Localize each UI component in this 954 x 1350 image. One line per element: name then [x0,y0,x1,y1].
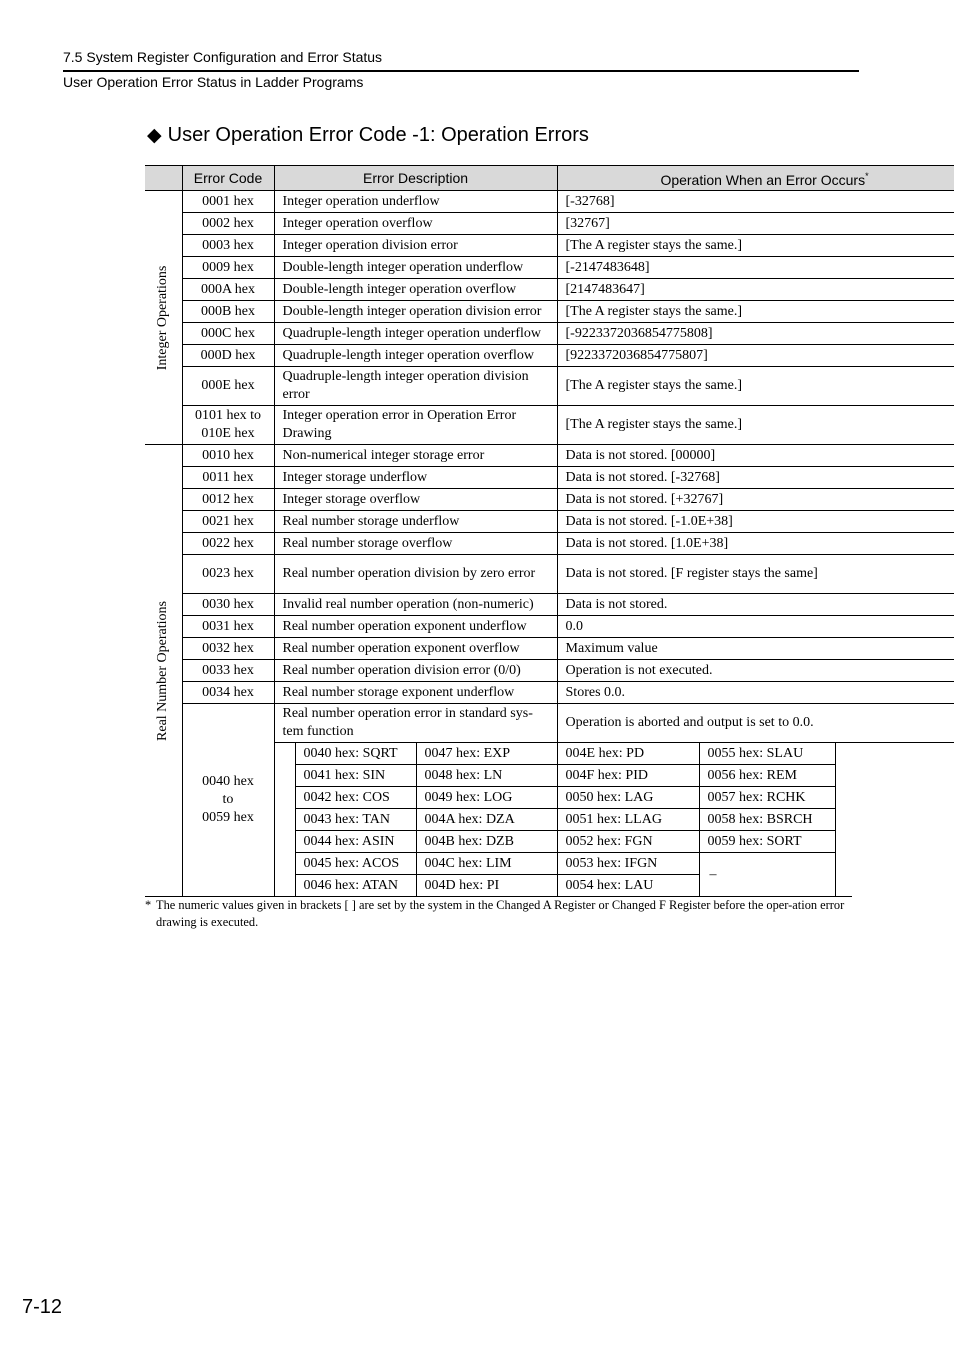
header-rule [63,70,859,72]
table-row [145,638,954,660]
operation-cell: Data is not stored. [+32767] [557,489,954,511]
error-description-cell: Integer storage underflow [274,467,557,489]
error-code-cell: 000A hex [182,279,274,301]
page-number: 7-12 [22,1296,63,1318]
error-code-table [145,165,954,897]
function-grid-cell: 004F hex: PID [557,765,699,787]
error-description-cell: Integer operation underflow [274,191,557,213]
error-code-line: 0040 hex [202,774,254,789]
operation-cell: Maximum value [557,638,954,660]
table-row [145,660,954,682]
error-code-cell: 0030 hex [182,594,274,616]
error-code-cell: 0034 hex [182,682,274,704]
function-grid-cell: 004D hex: PI [416,875,557,897]
error-code-cell: 0021 hex [182,511,274,533]
table-row [145,345,954,367]
operation-cell: [-32768] [557,191,954,213]
error-code-cell: 0009 hex [182,257,274,279]
error-code-cell: 0012 hex [182,489,274,511]
function-grid-cell: 004E hex: PD [557,743,699,765]
error-code-cell [182,704,274,897]
operation-cell: [2147483647] [557,279,954,301]
error-code-cell [182,406,274,445]
error-description-cell: Real number operation exponent overflow [274,638,557,660]
table-row [145,279,954,301]
table-header-corner [145,166,182,191]
function-grid-cell: 0053 hex: IFGN [557,853,699,875]
group-label-real-text: Real Number Operations [155,600,171,741]
function-grid-cell: 0046 hex: ATAN [295,875,416,897]
operation-cell: [9223372036854775807] [557,345,954,367]
table-row [145,367,954,406]
table-row [145,213,954,235]
function-grid-cell: 0052 hex: FGN [557,831,699,853]
footnote [145,897,860,931]
error-code-line: 0059 hex [202,810,254,825]
error-code-cell: 0011 hex [182,467,274,489]
error-description-cell: Integer operation division error [274,235,557,257]
error-description-cell: Double-length integer operation overflow [274,279,557,301]
function-grid-indent [274,743,295,897]
error-code-cell: 000E hex [182,367,274,406]
table-row [145,445,954,467]
table-row [145,257,954,279]
footnote-marker: * [865,171,869,181]
table-row [145,323,954,345]
function-grid-dash: – [699,853,835,897]
error-code-cell: 0033 hex [182,660,274,682]
column-header-error-code: Error Code [182,166,274,191]
error-code-cell: 0010 hex [182,445,274,467]
function-grid-cell: 0044 hex: ASIN [295,831,416,853]
error-code-cell: 0002 hex [182,213,274,235]
operation-cell: [-2147483648] [557,257,954,279]
error-code-cell: 0022 hex [182,533,274,555]
column-header-error-description: Error Description [274,166,557,191]
table-row [145,594,954,616]
function-grid-cell: 0051 hex: LLAG [557,809,699,831]
function-grid-cell: 0040 hex: SQRT [295,743,416,765]
error-description-cell: Non-numerical integer storage error [274,445,557,467]
group-label-integer [145,191,182,445]
footnote-text: The numeric values given in brackets [ ] are set by the system in the Changed A Register or Changed F Register before the oper-ation error drawing is executed. [156,898,845,929]
error-description-cell: Integer storage overflow [274,489,557,511]
operation-cell: Data is not stored. [F register stays the same] [557,555,954,594]
function-grid-cell: 0059 hex: SORT [699,831,835,853]
operation-cell: Operation is aborted and output is set to 0.0. [557,704,954,743]
operation-cell: Data is not stored. [00000] [557,445,954,467]
error-description-cell: Real number storage overflow [274,533,557,555]
section-title-text: User Operation Error Code -1: Operation Errors [167,124,589,146]
operation-cell: [The A register stays the same.] [557,406,954,445]
error-description-cell: Real number operation division error (0/0) [274,660,557,682]
function-grid-cell: 0042 hex: COS [295,787,416,809]
error-description-cell: Real number operation error in standard sys-tem function [274,704,557,743]
function-grid-cell: 004B hex: DZB [416,831,557,853]
table-row [145,682,954,704]
error-code-cell: 000C hex [182,323,274,345]
error-code-cell: 0001 hex [182,191,274,213]
group-label-real [145,445,182,897]
table-row [145,511,954,533]
error-code-line: 010E hex [201,426,255,441]
column-header-operation: Operation When an Error Occurs* [557,166,954,191]
function-grid-cell: 0045 hex: ACOS [295,853,416,875]
error-description-cell: Double-length integer operation underflow [274,257,557,279]
error-description-cell: Real number storage underflow [274,511,557,533]
error-description-cell: Real number storage exponent underflow [274,682,557,704]
table-row [145,489,954,511]
running-header-subsection: User Operation Error Status in Ladder Programs [63,74,364,90]
error-code-cell: 0032 hex [182,638,274,660]
operation-cell: Data is not stored. [1.0E+38] [557,533,954,555]
function-grid-cell: 0054 hex: LAU [557,875,699,897]
error-description-cell: Quadruple-length integer operation division error [274,367,557,406]
error-description-cell: Integer operation overflow [274,213,557,235]
function-grid-cell: 0056 hex: REM [699,765,835,787]
error-code-line: 0101 hex to [194,408,262,423]
table-row [145,191,954,213]
operation-cell: [The A register stays the same.] [557,367,954,406]
function-grid-cell: 0055 hex: SLAU [699,743,835,765]
function-grid-cell: 004A hex: DZA [416,809,557,831]
operation-cell: Stores 0.0. [557,682,954,704]
operation-cell: [32767] [557,213,954,235]
error-code-line: to [222,792,234,807]
function-grid-cell: 0047 hex: EXP [416,743,557,765]
function-grid-cell: 0043 hex: TAN [295,809,416,831]
function-grid-cell: 004C hex: LIM [416,853,557,875]
function-grid-cell: 0048 hex: LN [416,765,557,787]
operation-cell: Data is not stored. [-1.0E+38] [557,511,954,533]
error-description-cell: Invalid real number operation (non-numeric) [274,594,557,616]
function-grid-cell: 0057 hex: RCHK [699,787,835,809]
error-description-cell: Double-length integer operation division error [274,301,557,323]
function-grid-cell: 0041 hex: SIN [295,765,416,787]
error-description-cell: Integer operation error in Operation Error Drawing [274,406,557,445]
operation-cell: Data is not stored. [557,594,954,616]
table-row [145,616,954,638]
error-code-cell: 0031 hex [182,616,274,638]
error-description-cell: Real number operation exponent underflow [274,616,557,638]
function-grid-cell: 0050 hex: LAG [557,787,699,809]
operation-cell: [The A register stays the same.] [557,235,954,257]
table-row [145,235,954,257]
error-description-cell: Real number operation division by zero error [274,555,557,594]
error-description-cell: Quadruple-length integer operation underflow [274,323,557,345]
table-row [145,467,954,489]
table-row [145,301,954,323]
error-code-cell: 000B hex [182,301,274,323]
group-label-integer-text: Integer Operations [155,265,171,370]
function-grid-cell: 0049 hex: LOG [416,787,557,809]
operation-cell: [-9223372036854775808] [557,323,954,345]
footnote-mark: * [145,898,152,912]
table-row [145,406,954,445]
error-code-cell: 000D hex [182,345,274,367]
operation-cell: 0.0 [557,616,954,638]
diamond-bullet-icon: ◆ [147,125,162,146]
running-header-section: 7.5 System Register Configuration and Error Status [63,49,383,65]
table-row [145,704,954,743]
operation-cell: [The A register stays the same.] [557,301,954,323]
table-row [145,533,954,555]
function-grid-cell: 0058 hex: BSRCH [699,809,835,831]
operation-cell: Data is not stored. [-32768] [557,467,954,489]
error-code-cell: 0023 hex [182,555,274,594]
table-row [145,555,954,594]
section-title [147,124,589,147]
error-description-cell: Quadruple-length integer operation overflow [274,345,557,367]
error-code-cell: 0003 hex [182,235,274,257]
operation-cell: Operation is not executed. [557,660,954,682]
